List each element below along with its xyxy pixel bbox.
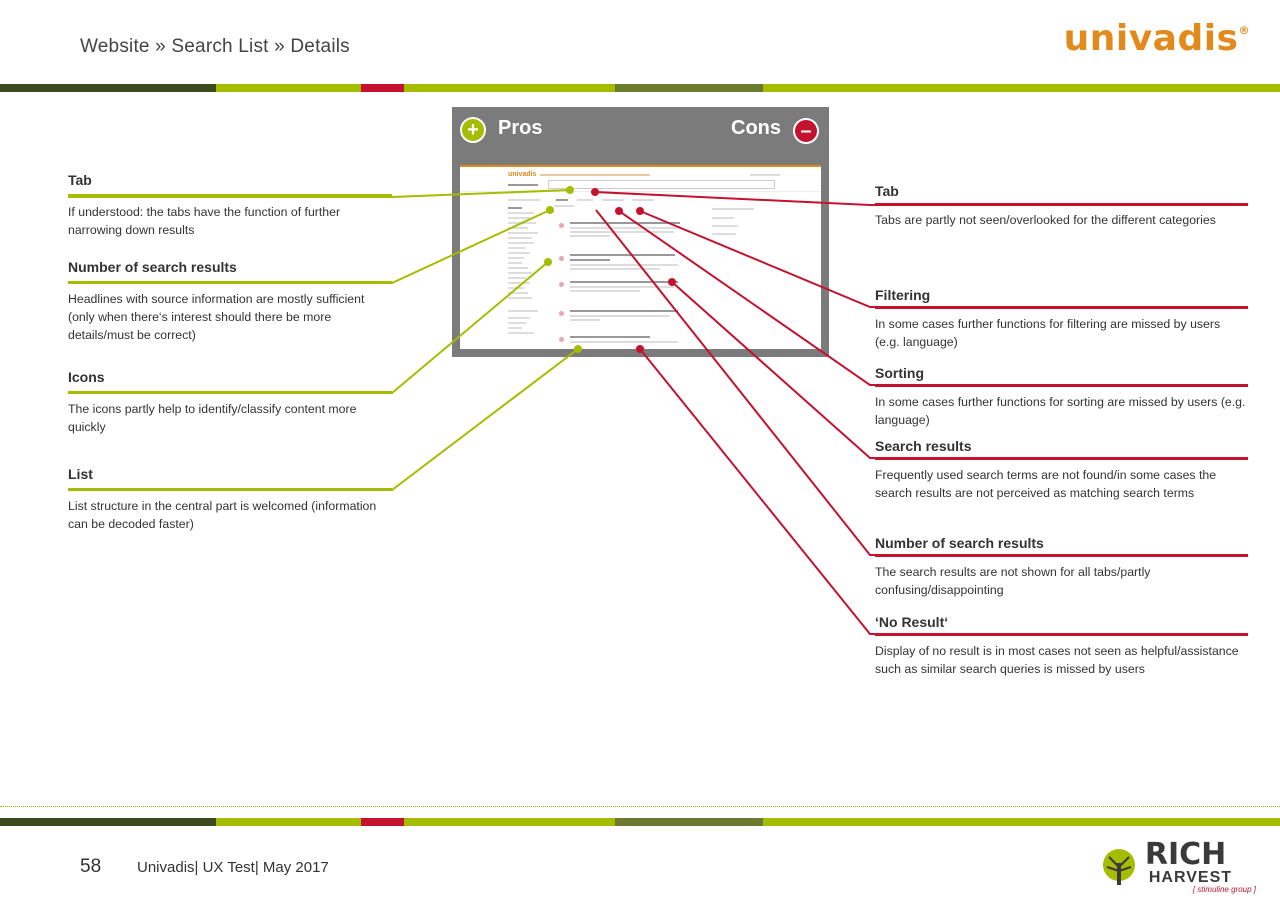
bottom-color-band [0, 818, 1280, 826]
breadcrumb: Website » Search List » Details [80, 36, 350, 57]
pros-heading: Icons [68, 369, 105, 385]
rich-harvest-logo: RICH HARVEST [ stimuline group ] [1099, 840, 1256, 894]
cons-text: Tabs are partly not seen/overlooked for the different categories [875, 213, 1216, 227]
cons-text: In some cases further functions for sorting are missed by users (e.g. language) [875, 395, 1246, 427]
cons-heading: Filtering [875, 287, 931, 303]
connector-pros-tab [68, 190, 570, 197]
cons-label: Cons [731, 117, 781, 139]
connector-pros-icons [68, 262, 548, 393]
cons-heading: Number of search results [875, 535, 1044, 551]
cons-heading: ‘No Result‘ [875, 614, 949, 630]
page-number: 58 [80, 856, 102, 877]
plus-circle-icon: + [460, 117, 486, 143]
cons-heading: Search results [875, 438, 972, 454]
thumbnail-logo: univadis [508, 171, 537, 178]
univadis-logo: univadis® [1063, 18, 1250, 59]
cons-heading: Tab [875, 183, 899, 199]
connector-cons-no-result [640, 349, 1248, 634]
cons-text: In some cases further functions for filtering are missed by users (e.g. language) [875, 317, 1221, 349]
connector-pros-list [68, 349, 578, 490]
pros-text: List structure in the central part is welcomed (information can be decoded faster) [68, 499, 377, 531]
pros-heading: Number of search results [68, 259, 237, 275]
tree-icon [1099, 847, 1139, 887]
cons-text: Display of no result is in most cases not seen as helpful/assistance such as similar search queries is missed by users [875, 644, 1239, 676]
pros-heading: Tab [68, 172, 92, 188]
footer-text: Univadis| UX Test| May 2017 [137, 859, 329, 876]
connector-pros-number [68, 210, 550, 283]
footer-dotted-rule [0, 806, 1280, 807]
pros-heading: List [68, 466, 93, 482]
connector-cons-tab [595, 192, 1248, 205]
cons-text: Frequently used search terms are not found/in some cases the search results are not perceived as matching search terms [875, 468, 1217, 500]
cons-text: The search results are not shown for all tabs/partly confusing/disappointing [875, 565, 1151, 597]
pros-text: Headlines with source information are mostly sufficient (only when there‘s interest should there be more details/must be correct) [68, 292, 365, 342]
pros-label: Pros [498, 117, 543, 139]
cons-heading: Sorting [875, 365, 924, 381]
minus-circle-icon: – [793, 118, 819, 144]
pros-text: If understood: the tabs have the function of further narrowing down results [68, 205, 341, 237]
connector-cons-filtering [640, 211, 1248, 307]
pros-text: The icons partly help to identify/classify content more quickly [68, 402, 357, 434]
